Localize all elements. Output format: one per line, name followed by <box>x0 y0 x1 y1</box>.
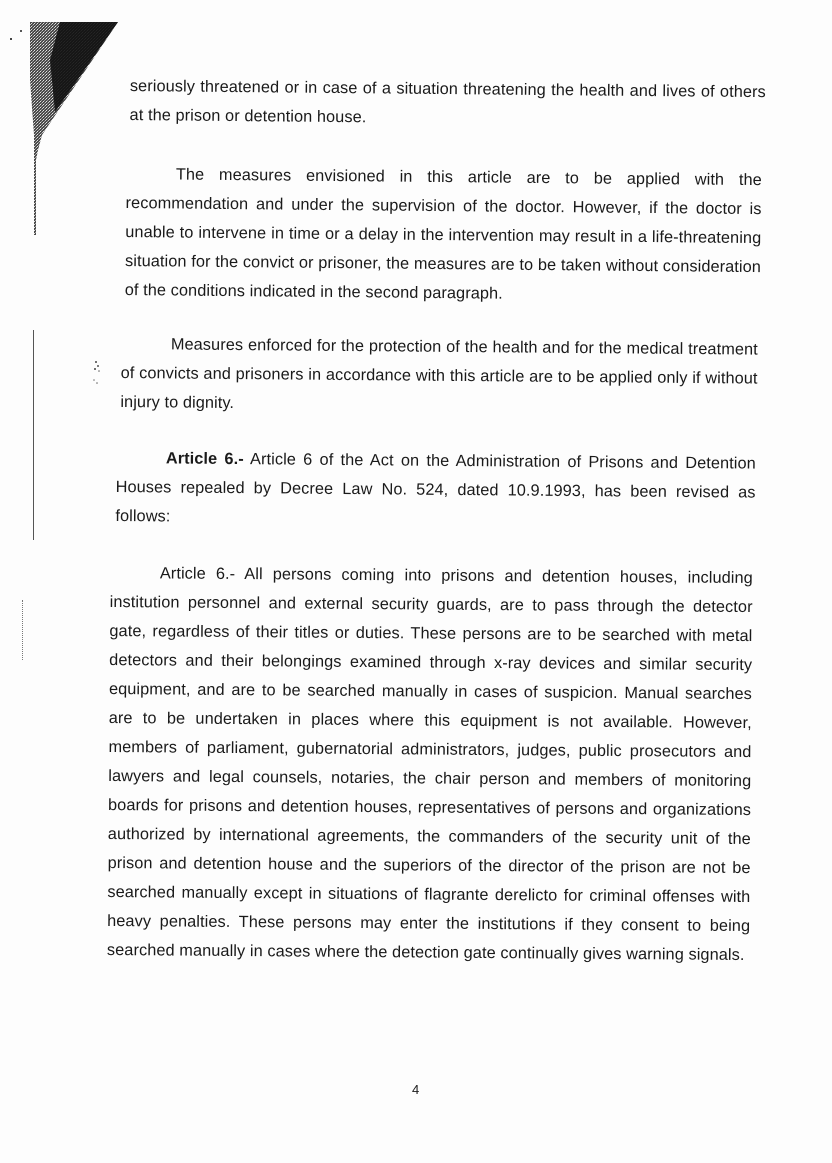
paragraph-article-6-revision <box>115 444 756 537</box>
page-number: 4 <box>412 1082 420 1097</box>
paragraph-text: The measures envisioned in this article are to be applied with the recommendation and under the supervision of the doctor. However, if the doctor is unable to intervene in time or a delay in the intervention may result in a life-threatening situation for the convict or prisoner, the measures are to be taken without consideration of the conditions indicated in the second paragraph. <box>124 165 762 303</box>
paragraph-article-6-text <box>107 559 753 970</box>
scan-shadow-corner <box>0 0 130 240</box>
margin-scan-dots <box>22 600 23 660</box>
paragraph-dignity <box>120 330 758 423</box>
paragraph-continuation <box>129 72 766 136</box>
paragraph-text: Measures enforced for the protection of the health and for the medical treatment of convicts and prisoners in accordance with this article are to be applied only if without injury to dignity. <box>120 335 758 412</box>
paragraph-text: Article 6 of the Act on the Administration of Prisons and Detention Houses repealed by Decree Law No. 524, dated 10.9.1993, has been revised as follows: <box>115 450 756 526</box>
paragraph-text: Article 6.- All persons coming into prisons and detention houses, including institution personnel and external security guards, are to pass through the detector gate, regardless of their titles or duties. These persons are to be searched with metal detectors and their belongings examined through x-ray devices and similar security equipment, and are to be searched manually in cases of suspicion. Manual searches are to be undertaken in places where this equipment is not available. However, members of parliament, gubernatorial administrators, judges, public prosecutors and lawyers and legal counsels, notaries, the chair person and members of monitoring boards for prisons and detention houses, representatives of persons and organizations authorized by international agreements, the commanders of the security unit of the prison and detention house and the superiors of the director of the prison are not be searched manually except in situations of flagrante derelicto for criminal offenses with heavy penalties. These persons may enter the institutions if they consent to being searched manually in cases where the detection gate continually gives warning signals. <box>106 564 753 964</box>
margin-scan-speck <box>90 358 104 388</box>
article-heading: Article 6.- <box>165 449 244 469</box>
margin-scan-line <box>33 330 34 540</box>
paragraph-text: seriously threatened or in case of a situation threatening the health and lives of others at the prison or detention house. <box>129 76 766 127</box>
paragraph-doctor-supervision <box>125 160 762 311</box>
